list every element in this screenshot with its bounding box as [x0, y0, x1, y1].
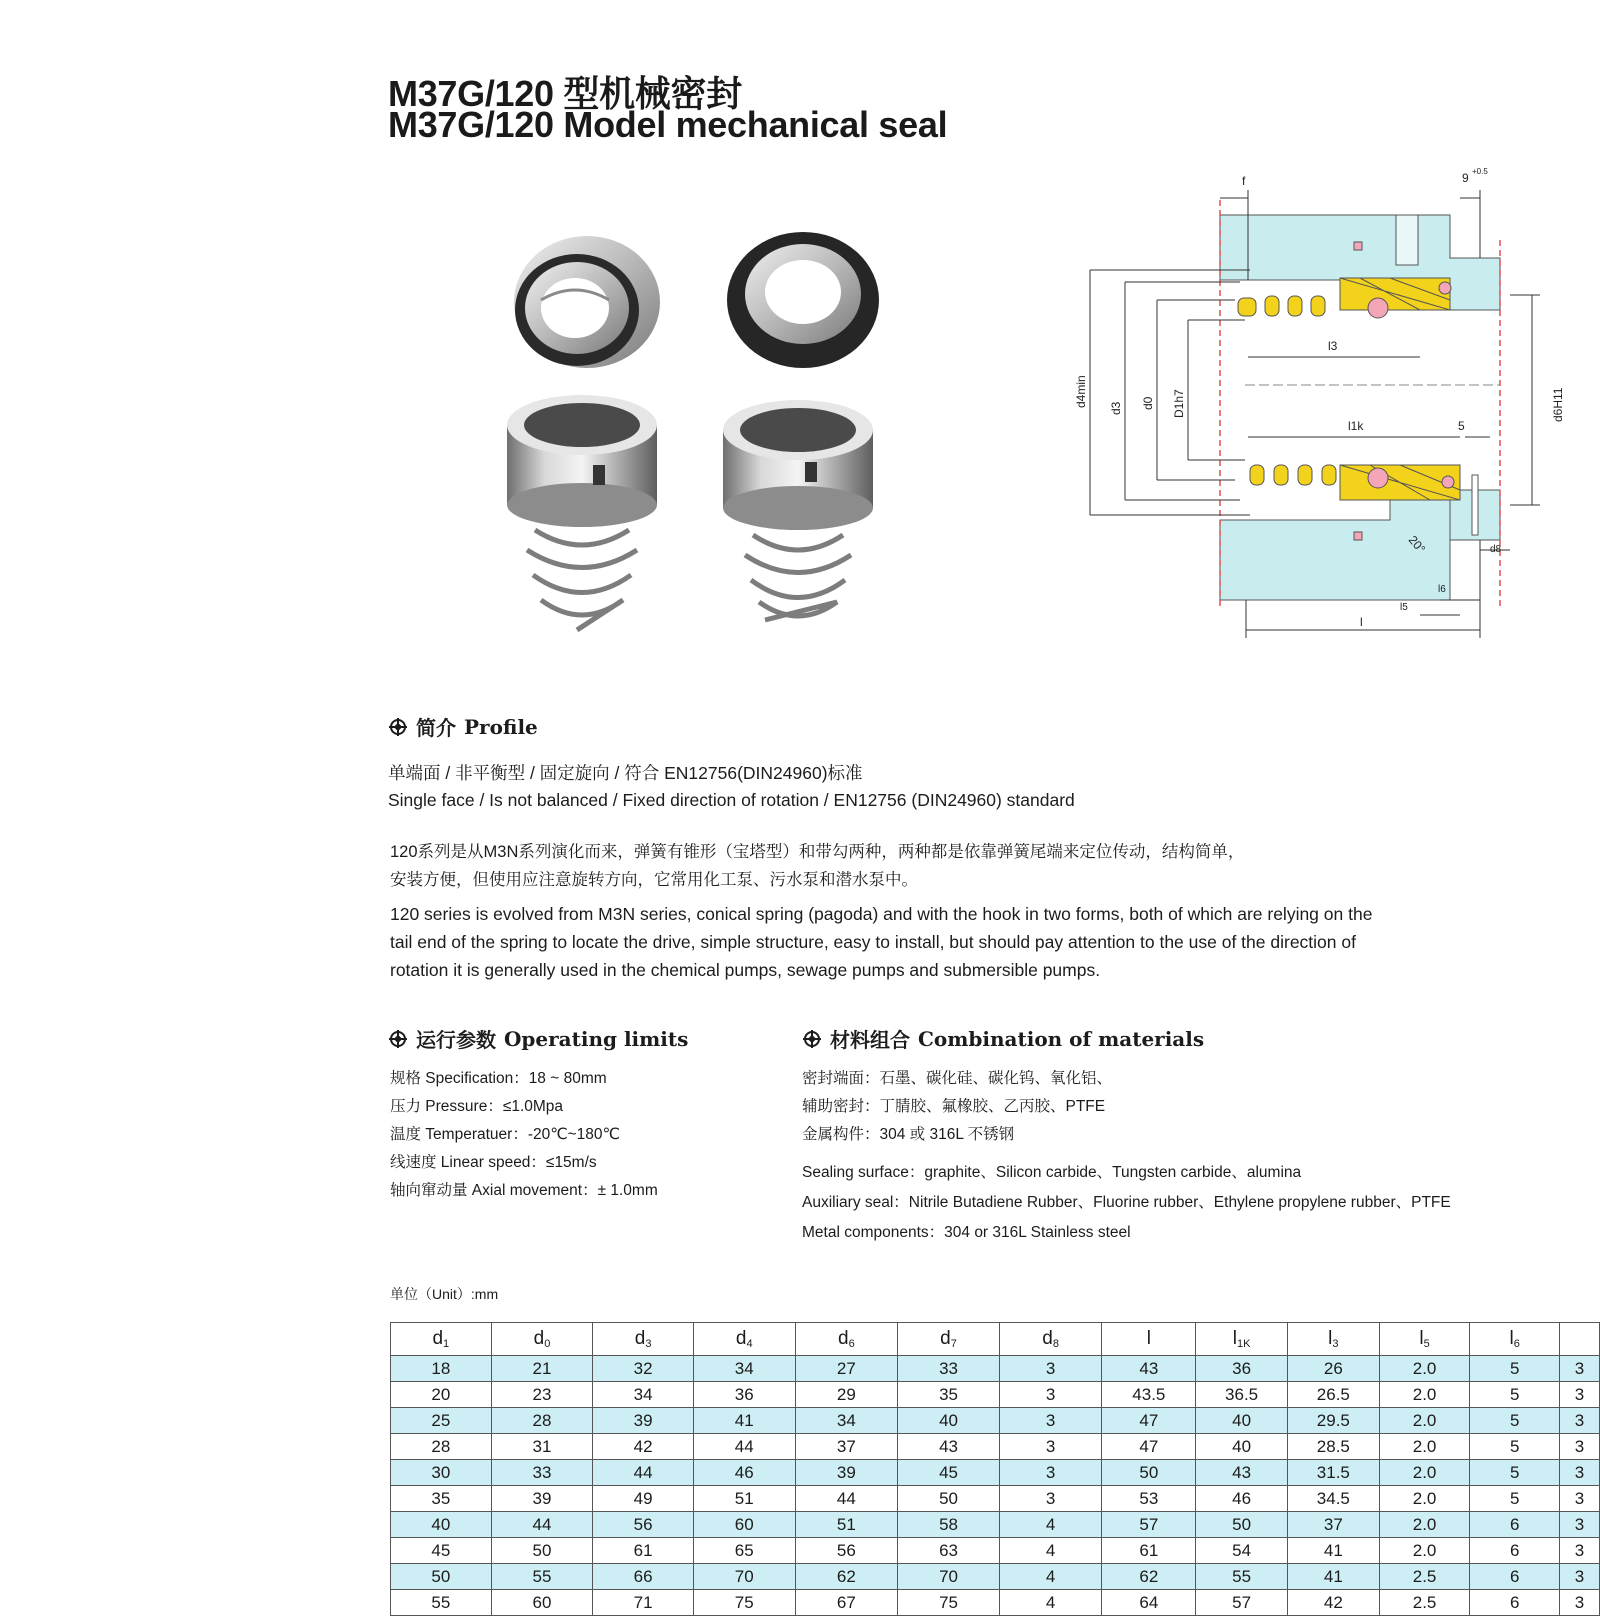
table-cell: 28 — [391, 1434, 492, 1460]
table-cell: 29 — [795, 1382, 898, 1408]
table-row — [391, 1486, 1600, 1512]
table-cell: 43 — [898, 1434, 1000, 1460]
table-cell: 3 — [999, 1356, 1102, 1382]
table-cell: 2.0 — [1379, 1460, 1470, 1486]
table-cell: 41 — [693, 1408, 795, 1434]
dim-d8: d8 — [1490, 544, 1502, 555]
table-cell: 43.5 — [1102, 1382, 1196, 1408]
table-header-cell: $l_{1K}$ — [1196, 1323, 1288, 1356]
table-header-cell: $l_3$ — [1287, 1323, 1379, 1356]
table-cell: 5 — [1470, 1382, 1560, 1408]
dim-l1k: l1k — [1348, 419, 1364, 433]
table-cell: 3 — [1560, 1460, 1600, 1486]
dim-f: f — [1242, 174, 1246, 188]
table-header-cell: $d_7$ — [898, 1323, 1000, 1356]
page-title-cn: M37G/120 型机械密封 — [388, 73, 742, 114]
table-cell: 35 — [898, 1382, 1000, 1408]
materials-heading-en: Combination of materials — [918, 1026, 1205, 1051]
table-cell: 4 — [999, 1590, 1102, 1616]
table-cell: 6 — [1470, 1512, 1560, 1538]
table-cell: 60 — [491, 1590, 593, 1616]
table-row — [391, 1356, 1600, 1382]
table-row — [391, 1434, 1600, 1460]
table-cell: 61 — [1102, 1538, 1196, 1564]
table-cell: 63 — [898, 1538, 1000, 1564]
table-cell: 39 — [491, 1486, 593, 1512]
table-cell: 46 — [693, 1460, 795, 1486]
table-cell: 5 — [1470, 1434, 1560, 1460]
materials-heading — [802, 1024, 1204, 1053]
table-cell: 2.0 — [1379, 1486, 1470, 1512]
table-cell: 34 — [795, 1408, 898, 1434]
table-cell: 44 — [593, 1460, 694, 1486]
table-cell: 2.0 — [1379, 1538, 1470, 1564]
table-cell: 18 — [391, 1356, 492, 1382]
table-cell: 36 — [1196, 1356, 1288, 1382]
page-title-en: M37G/120 Model mechanical seal — [388, 104, 948, 145]
table-cell: 39 — [593, 1408, 694, 1434]
table-cell: 4 — [999, 1512, 1102, 1538]
table-cell: 40 — [1196, 1434, 1288, 1460]
table-cell: 70 — [898, 1564, 1000, 1590]
table-cell: 2.0 — [1379, 1434, 1470, 1460]
table-row — [391, 1408, 1600, 1434]
table-cell: 2.5 — [1379, 1590, 1470, 1616]
table-cell: 60 — [693, 1512, 795, 1538]
dim-l: l — [1360, 615, 1363, 629]
table-cell: 45 — [391, 1538, 492, 1564]
table-cell: 46 — [1196, 1486, 1288, 1512]
table-cell: 34.5 — [1287, 1486, 1379, 1512]
table-cell: 49 — [593, 1486, 694, 1512]
crosshair-diamond-icon — [802, 1029, 822, 1049]
table-cell: 2.0 — [1379, 1382, 1470, 1408]
seat-ring-photo-2 — [727, 232, 879, 368]
table-cell: 28 — [491, 1408, 593, 1434]
table-cell: 66 — [593, 1564, 694, 1590]
dim-g: 9 — [1462, 171, 1469, 185]
profile-para-en-2: tail end of the spring to locate the drive, simple structure, easy to install, but should pay attention to the use of the direction of — [390, 932, 1356, 952]
dim-d6: d6H11 — [1551, 387, 1565, 422]
table-header-cell: $d_6$ — [795, 1323, 898, 1356]
table-cell: 2.0 — [1379, 1356, 1470, 1382]
table-cell: 5 — [1470, 1356, 1560, 1382]
table-cell: 33 — [491, 1460, 593, 1486]
dim-g-tolerance: +0.5 — [1472, 167, 1488, 176]
table-row — [391, 1538, 1600, 1564]
materials-line-en: Auxiliary seal：Nitrile Butadiene Rubber、Fluorine rubber、Ethylene propylene rubber、PTFE — [802, 1194, 1451, 1211]
table-cell: 47 — [1102, 1408, 1196, 1434]
profile-heading-en: Profile — [464, 714, 538, 739]
table-cell: 21 — [491, 1356, 593, 1382]
dimensions-table — [390, 1322, 1600, 1616]
profile-para-en-1: 120 series is evolved from M3N series, conical spring (pagoda) and with the hook in two forms, both of which are relying on the — [390, 904, 1373, 924]
table-row — [391, 1460, 1600, 1486]
table-cell: 4 — [999, 1564, 1102, 1590]
table-cell: 2.0 — [1379, 1512, 1470, 1538]
materials-line-cn: 密封端面：石墨、碳化硅、碳化钨、氧化铝、 — [802, 1070, 1113, 1087]
operating-line: 温度 Temperatuer：-20℃~180℃ — [390, 1126, 620, 1143]
table-cell: 6 — [1470, 1590, 1560, 1616]
table-header-cell: $l_6$ — [1470, 1323, 1560, 1356]
table-cell: 3 — [1560, 1356, 1600, 1382]
operating-line: 线速度 Linear speed：≤15m/s — [390, 1154, 597, 1171]
table-cell: 57 — [1102, 1512, 1196, 1538]
operating-line: 规格 Specification：18 ~ 80mm — [390, 1070, 607, 1087]
table-row — [391, 1590, 1600, 1616]
dim-d3: d3 — [1109, 401, 1123, 415]
table-cell: 3 — [1560, 1564, 1600, 1590]
table-cell: 23 — [491, 1382, 593, 1408]
table-cell: 29.5 — [1287, 1408, 1379, 1434]
materials-line-en: Sealing surface：graphite、Silicon carbide、Tungsten carbide、alumina — [802, 1164, 1302, 1181]
table-header-cell: $d_8$ — [999, 1323, 1102, 1356]
table-row — [391, 1512, 1600, 1538]
table-cell: 34 — [693, 1356, 795, 1382]
table-cell: 56 — [593, 1512, 694, 1538]
table-cell: 41 — [1287, 1538, 1379, 1564]
table-header-cell: $d_4$ — [693, 1323, 795, 1356]
table-cell: 20 — [391, 1382, 492, 1408]
operating-heading-en: Operating limits — [504, 1026, 689, 1051]
table-cell: 35 — [391, 1486, 492, 1512]
table-cell: 55 — [391, 1590, 492, 1616]
table-cell: 26 — [1287, 1356, 1379, 1382]
profile-line-en: Single face / Is not balanced / Fixed direction of rotation / EN12756 (DIN24960) standard — [388, 790, 1075, 810]
materials-line-en: Metal components：304 or 316L Stainless steel — [802, 1224, 1131, 1241]
table-cell: 6 — [1470, 1538, 1560, 1564]
dim-l6: l6 — [1438, 584, 1446, 595]
table-cell: 25 — [391, 1408, 492, 1434]
operating-heading — [388, 1024, 688, 1053]
materials-line-cn: 辅助密封：丁腈胶、氟橡胶、乙丙胶、PTFE — [802, 1098, 1106, 1115]
table-cell: 31 — [491, 1434, 593, 1460]
table-cell: 3 — [1560, 1434, 1600, 1460]
dim-angle: 20° — [1405, 532, 1429, 556]
table-header-row — [391, 1323, 1600, 1356]
table-cell: 5 — [1470, 1460, 1560, 1486]
table-cell: 50 — [1196, 1512, 1288, 1538]
table-cell: 33 — [898, 1356, 1000, 1382]
table-cell: 3 — [1560, 1382, 1600, 1408]
table-cell: 65 — [693, 1538, 795, 1564]
table-cell: 44 — [491, 1512, 593, 1538]
table-cell: 37 — [1287, 1512, 1379, 1538]
table-cell: 61 — [593, 1538, 694, 1564]
table-cell: 37 — [795, 1434, 898, 1460]
operating-heading-cn: 运行参数 — [416, 1028, 496, 1052]
table-cell: 51 — [693, 1486, 795, 1512]
table-cell: 56 — [795, 1538, 898, 1564]
table-cell: 3 — [999, 1408, 1102, 1434]
crosshair-diamond-icon — [388, 1029, 408, 1049]
table-cell: 62 — [1102, 1564, 1196, 1590]
profile-para-cn-2: 安装方便，但使用应注意旋转方向，它常用化工泵、污水泵和潜水泵中。 — [390, 871, 918, 889]
table-row — [391, 1564, 1600, 1590]
rotating-unit-photo-1 — [507, 395, 657, 630]
table-cell: 42 — [1287, 1590, 1379, 1616]
table-cell: 62 — [795, 1564, 898, 1590]
crosshair-diamond-icon — [388, 717, 408, 737]
table-cell: 4 — [999, 1538, 1102, 1564]
profile-line-cn: 单端面 / 非平衡型 / 固定旋向 / 符合 EN12756(DIN24960)标准 — [388, 763, 863, 783]
table-cell: 36.5 — [1196, 1382, 1288, 1408]
unit-label: 单位（Unit）:mm — [390, 1286, 499, 1302]
table-cell: 71 — [593, 1590, 694, 1616]
table-cell: 5 — [1470, 1486, 1560, 1512]
table-cell: 41 — [1287, 1564, 1379, 1590]
table-cell: 43 — [1196, 1460, 1288, 1486]
table-cell: 55 — [491, 1564, 593, 1590]
table-cell: 67 — [795, 1590, 898, 1616]
operating-line: 轴向窜动量 Axial movement：± 1.0mm — [390, 1182, 658, 1199]
dim-d4: d4min — [1074, 375, 1088, 408]
table-row — [391, 1382, 1600, 1408]
table-cell: 3 — [999, 1382, 1102, 1408]
table-cell: 6 — [1470, 1564, 1560, 1590]
table-cell: 75 — [898, 1590, 1000, 1616]
profile-heading-cn: 简介 — [416, 716, 456, 740]
table-cell: 3 — [1560, 1590, 1600, 1616]
table-cell: 3 — [1560, 1512, 1600, 1538]
table-cell: 31.5 — [1287, 1460, 1379, 1486]
table-cell: 2.0 — [1379, 1408, 1470, 1434]
table-cell: 30 — [391, 1460, 492, 1486]
table-header-cell: $d_0$ — [491, 1323, 593, 1356]
table-cell: 5 — [1470, 1408, 1560, 1434]
table-cell: 3 — [1560, 1538, 1600, 1564]
table-cell: 44 — [693, 1434, 795, 1460]
dim-l3: l3 — [1328, 339, 1338, 353]
rotating-unit-photo-2 — [723, 400, 873, 620]
seal-cross-section-diagram — [1070, 160, 1600, 650]
table-cell: 26.5 — [1287, 1382, 1379, 1408]
table-cell: 50 — [491, 1538, 593, 1564]
table-cell: 27 — [795, 1356, 898, 1382]
table-header-cell: $l_5$ — [1379, 1323, 1470, 1356]
table-cell: 64 — [1102, 1590, 1196, 1616]
table-cell: 36 — [693, 1382, 795, 1408]
table-cell: 39 — [795, 1460, 898, 1486]
table-cell: 42 — [593, 1434, 694, 1460]
table-cell: 50 — [898, 1486, 1000, 1512]
table-cell: 54 — [1196, 1538, 1288, 1564]
table-cell: 32 — [593, 1356, 694, 1382]
table-cell: 3 — [999, 1486, 1102, 1512]
table-cell: 3 — [999, 1434, 1102, 1460]
table-cell: 75 — [693, 1590, 795, 1616]
table-cell: 43 — [1102, 1356, 1196, 1382]
table-header-cell — [1560, 1323, 1600, 1356]
table-cell: 58 — [898, 1512, 1000, 1538]
table-cell: 51 — [795, 1512, 898, 1538]
table-cell: 44 — [795, 1486, 898, 1512]
product-photos — [505, 230, 905, 650]
table-cell: 57 — [1196, 1590, 1288, 1616]
profile-heading — [388, 712, 538, 741]
table-cell: 50 — [391, 1564, 492, 1590]
dim-D: D1h7 — [1172, 389, 1186, 418]
table-cell: 3 — [1560, 1408, 1600, 1434]
table-cell: 40 — [898, 1408, 1000, 1434]
table-cell: 2.5 — [1379, 1564, 1470, 1590]
table-header-cell: $d_1$ — [391, 1323, 492, 1356]
table-cell: 40 — [1196, 1408, 1288, 1434]
materials-heading-cn: 材料组合 — [830, 1028, 910, 1052]
table-cell: 3 — [1560, 1486, 1600, 1512]
table-cell: 34 — [593, 1382, 694, 1408]
dim-d0: d0 — [1141, 396, 1155, 410]
table-cell: 70 — [693, 1564, 795, 1590]
table-cell: 3 — [999, 1460, 1102, 1486]
table-cell: 47 — [1102, 1434, 1196, 1460]
seat-ring-photo-1 — [514, 236, 660, 368]
dim-l5: l5 — [1400, 602, 1408, 613]
materials-line-cn: 金属构件：304 或 316L 不锈钢 — [802, 1126, 1015, 1143]
profile-para-cn-1: 120系列是从M3N系列演化而来，弹簧有锥形（宝塔型）和带勾两种，两种都是依靠弹簧尾端来定位传动，结构简单， — [390, 843, 1245, 861]
table-cell: 55 — [1196, 1564, 1288, 1590]
operating-line: 压力 Pressure：≤1.0Mpa — [390, 1098, 564, 1115]
table-header-cell: l — [1102, 1323, 1196, 1356]
table-cell: 45 — [898, 1460, 1000, 1486]
table-cell: 28.5 — [1287, 1434, 1379, 1460]
table-header-cell: $d_3$ — [593, 1323, 694, 1356]
table-cell: 50 — [1102, 1460, 1196, 1486]
table-cell: 53 — [1102, 1486, 1196, 1512]
dim-5: 5 — [1458, 419, 1465, 433]
profile-para-en-3: rotation it is generally used in the chemical pumps, sewage pumps and submersible pumps. — [390, 960, 1101, 980]
table-cell: 40 — [391, 1512, 492, 1538]
